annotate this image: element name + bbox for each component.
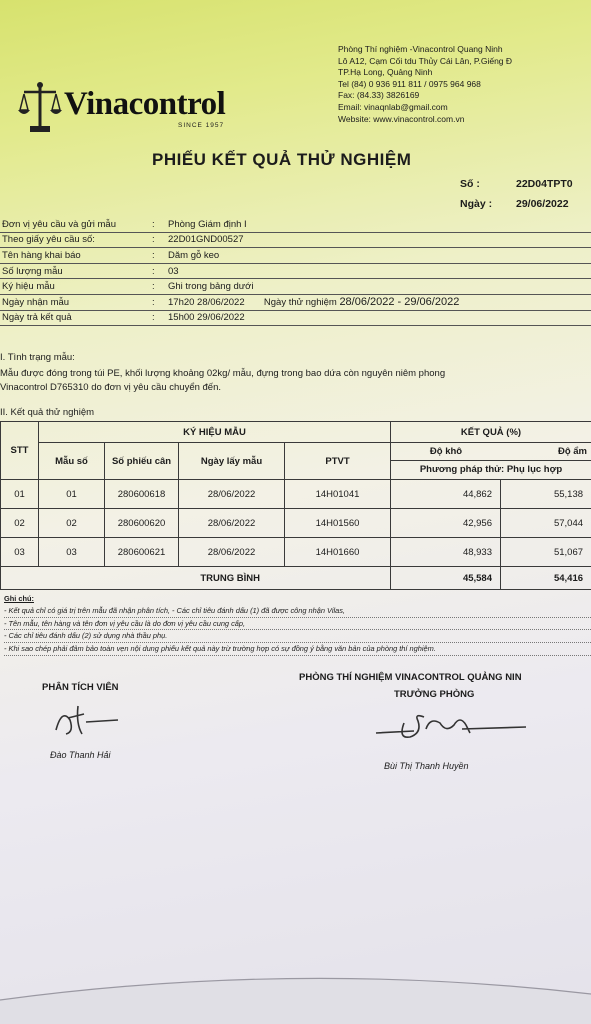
note-line: - Kết quả chỉ có giá trị trên mẫu đã nhận phân tích, - Các chỉ tiêu đánh dấu (1) đã được công nhận Vilas,: [4, 605, 591, 618]
cell-ngay-lay-mau: 28/06/2022: [179, 480, 285, 509]
header-ket-qua-detail: [391, 443, 591, 480]
cell-stt: 03: [1, 538, 39, 567]
cell-ngay-lay-mau: 28/06/2022: [179, 509, 285, 538]
note-line: - Các chỉ tiêu đánh dấu (2) sử dụng nhà thầu phụ.: [4, 630, 591, 643]
info-label: Tên hàng khai báo: [0, 248, 150, 264]
info-row: [0, 217, 591, 232]
header-mau-so: Mẫu số: [39, 443, 105, 480]
info-row: [0, 294, 591, 310]
document-number-label: Số :: [460, 178, 480, 190]
colon: :: [150, 217, 162, 232]
cell-mau-so: 02: [39, 509, 105, 538]
cell-do-am: 55,138: [501, 480, 591, 509]
head-role: TRƯỞNG PHÒNG: [394, 689, 475, 700]
colon: :: [150, 248, 162, 264]
table-row: [1, 538, 591, 567]
results-header-row: [1, 422, 591, 443]
info-row: [0, 232, 591, 248]
sample-condition-text: [0, 367, 591, 395]
cell-mau-so: 01: [39, 480, 105, 509]
colon: :: [150, 294, 162, 310]
cell-do-am: 57,044: [501, 509, 591, 538]
cell-do-kho: 48,933: [391, 538, 501, 567]
vinacontrol-logo: [18, 80, 228, 140]
analyst-signature: [48, 700, 128, 740]
lab-fax: Fax: (84.33) 3826169: [338, 90, 420, 101]
cell-do-kho: 42,956: [391, 509, 501, 538]
cell-so-phieu-can: 280600621: [105, 538, 179, 567]
average-do-am: 54,416: [501, 567, 591, 590]
cell-ptvt: 14H01560: [285, 509, 391, 538]
cell-do-kho: 44,862: [391, 480, 501, 509]
cell-stt: 02: [1, 509, 39, 538]
cell-ptvt: 14H01041: [285, 480, 391, 509]
header-ptvt: PTVT: [285, 443, 391, 480]
info-value: Dăm gỗ keo: [162, 248, 591, 264]
header-stt: STT: [1, 422, 39, 480]
lab-email: Email: vinaqnlab@gmail.com: [338, 101, 448, 112]
cell-mau-so: 03: [39, 538, 105, 567]
cell-so-phieu-can: 280600618: [105, 480, 179, 509]
scales-logo-icon: [18, 80, 62, 136]
notes-block: [4, 593, 591, 656]
document-number: [460, 178, 573, 190]
cell-stt: 01: [1, 480, 39, 509]
header-ngay-lay-mau: Ngày lấy mẫu: [179, 443, 285, 480]
average-do-kho: 45,584: [391, 567, 501, 590]
info-row: [0, 248, 591, 264]
lab-name: Phòng Thí nghiệm -Vinacontrol Quang Ninh: [338, 44, 503, 54]
info-value: Ghi trong bảng dưới: [162, 279, 591, 295]
lab-website: Website: www.vinacontrol.com.vn: [338, 113, 465, 124]
info-label: Ngày nhận mẫu: [0, 294, 150, 310]
header-ket-qua: KẾT QUẢ (%): [391, 422, 591, 443]
info-value: [162, 294, 591, 310]
header-do-am: Độ ẩm: [557, 446, 588, 457]
document-date-label: Ngày :: [460, 198, 493, 210]
sample-condition-line: Mẫu được đóng trong túi PE, khối lượng khoảng 02kg/ mẫu, đựng trong bao dứa còn nguyên niêm phong: [0, 368, 446, 379]
document-date-value: 29/06/2022: [516, 198, 569, 210]
logo-wordmark: Vinacontrol: [64, 86, 226, 122]
lab-address-line-2: TP.Hạ Long, Quảng Ninh: [338, 67, 433, 78]
document-date: [460, 198, 569, 210]
request-info-table: [0, 217, 591, 326]
header-so-phieu-can: Số phiếu cân: [105, 443, 179, 480]
info-value: 15h00 29/06/2022: [162, 310, 591, 326]
colon: :: [150, 263, 162, 279]
notes-title: Ghi chú:: [4, 594, 34, 603]
lab-phone: Tel (84) 0 936 911 811 / 0975 964 968: [338, 78, 481, 89]
note-line: - Khi sao chép phải đảm bảo toàn vẹn nội dung phiếu kết quả này trừ trường hợp có sự đồng ý bằng văn bản của phòng thí nghiệm.: [4, 643, 591, 656]
colon: :: [150, 310, 162, 326]
cell-do-am: 51,067: [501, 538, 591, 567]
colon: :: [150, 232, 162, 248]
section-results-title: II. Kết quả thử nghiệm: [0, 407, 95, 418]
info-label: Số lượng mẫu: [0, 263, 150, 279]
receive-date-value: 17h20 28/06/2022: [168, 297, 245, 309]
info-label: Đơn vị yêu cầu và gửi mẫu: [0, 217, 150, 232]
analyst-role: PHÂN TÍCH VIÊN: [42, 682, 119, 693]
sample-condition-line: Vinacontrol D765310 do đơn vị yêu cầu chuyển đến.: [0, 382, 222, 393]
cell-ptvt: 14H01660: [285, 538, 391, 567]
info-label: Ngày trả kết quả: [0, 310, 150, 326]
average-row: [1, 567, 591, 590]
info-value: 22D01GND00527: [162, 232, 591, 248]
lab-contact-block: [338, 44, 591, 125]
header-phuong-phap: Phương pháp thử: Phụ lục hợp: [419, 464, 563, 475]
info-row: [0, 310, 591, 326]
document-title: PHIẾU KẾT QUẢ THỬ NGHIỆM: [152, 150, 412, 169]
info-value: 03: [162, 263, 591, 279]
lab-address-line-1: Lô A12, Cạm Cối tdu Thủy Cái Lân, P.Giếng Đ: [338, 55, 513, 66]
info-row: [0, 279, 591, 295]
info-row: [0, 263, 591, 279]
info-label: Ký hiệu mẫu: [0, 279, 150, 295]
cell-so-phieu-can: 280600620: [105, 509, 179, 538]
info-value: Phòng Giám định I: [162, 217, 591, 232]
monitor-bezel-edge: [0, 960, 591, 1024]
table-row: [1, 480, 591, 509]
lab-org-name: PHÒNG THÍ NGHIỆM VINACONTROL QUẢNG NIN: [299, 672, 522, 683]
info-label: Theo giấy yêu cầu số:: [0, 232, 150, 248]
head-signature: [374, 703, 530, 749]
note-line: - Tên mẫu, tên hàng và tên đơn vị yêu cầu là do đơn vị yêu cầu cung cấp,: [4, 618, 591, 631]
header-ky-hieu-mau: KÝ HIỆU MẪU: [39, 422, 391, 443]
colon: :: [150, 279, 162, 295]
analyst-name: Đào Thanh Hải: [50, 750, 111, 760]
table-row: [1, 509, 591, 538]
average-label: TRUNG BÌNH: [1, 567, 391, 590]
results-subheader-row: [1, 443, 591, 480]
results-table: [0, 421, 591, 590]
document-number-value: 22D04TPT0: [516, 178, 573, 190]
test-date-label: Ngày thử nghiệm: [263, 297, 337, 309]
cell-ngay-lay-mau: 28/06/2022: [179, 538, 285, 567]
logo-since: SINCE 1957: [178, 122, 225, 129]
head-name: Bùi Thị Thanh Huyền: [384, 761, 469, 771]
test-date-value: 28/06/2022 - 29/06/2022: [339, 296, 460, 309]
header-do-kho: Độ khô: [429, 446, 463, 457]
section-sample-condition-title: I. Tình trạng mẫu:: [0, 352, 75, 363]
